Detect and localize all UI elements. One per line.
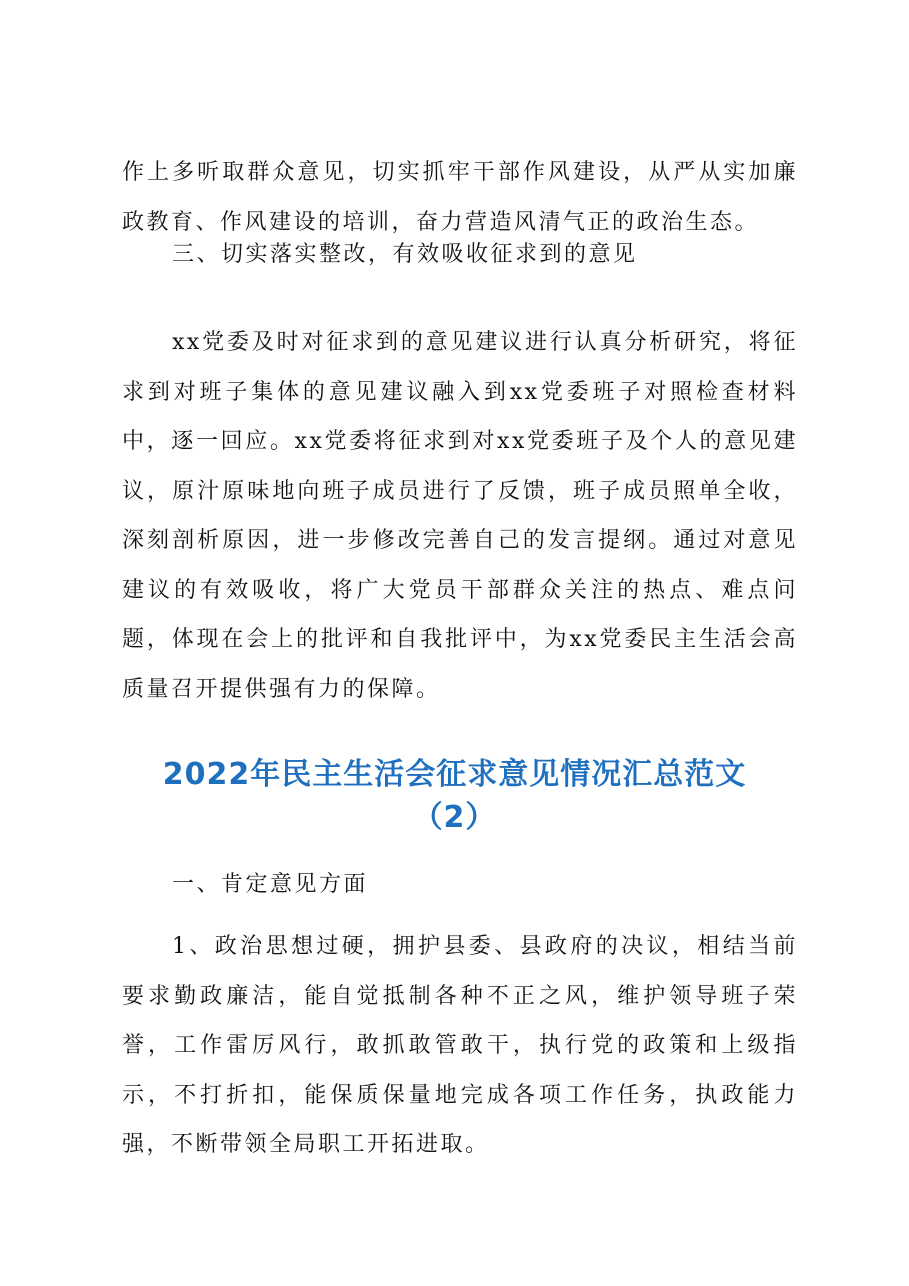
document-title: 2022年民主生活会征求意见情况汇总范文	[162, 757, 747, 792]
paragraph-absorb-opinions: xx党委及时对征求到的意见建议进行认真分析研究，将征求到对班子集体的意见建议融入到xx党委班子对照检查材料中，逐一回应。xx党委将征求到对xx党委班子及个人的意见建议，原汁原味地向班子成员进行了反馈，班子成员照单全收，深刻剖析原因，进一步修改完善自己的发言提纲。通过对意见建议的有效吸收，将广大党员干部群众关注的热点、难点问题，体现在会上的批评和自我批评中，为xx党委民主生活会高质量召开提供强有力的保障。	[122, 330, 798, 702]
document-title-number: （2）	[412, 800, 497, 835]
section-heading-one: 一、肯定意见方面	[172, 872, 369, 897]
paragraph-continuation: 作上多听取群众意见，切实抓牢干部作风建设，从严从实加廉政教育、作风建设的培训，奋力营造风清气正的政治生态。	[122, 160, 798, 235]
paragraph-positive-opinion-1: 1、政治思想过硬，拥护县委、县政府的决议，相结当前要求勤政廉洁，能自觉抵制各种不正之风，维护领导班子荣誉，工作雷厉风行，敢抓敢管敢干，执行党的政策和上级指示，不打折扣，能保质保量地完成各项工作任务，执政能力强，不断带领全局职工开拓进取。	[122, 934, 798, 1157]
section-heading-three: 三、切实落实整改，有效吸收征求到的意见	[172, 242, 638, 267]
